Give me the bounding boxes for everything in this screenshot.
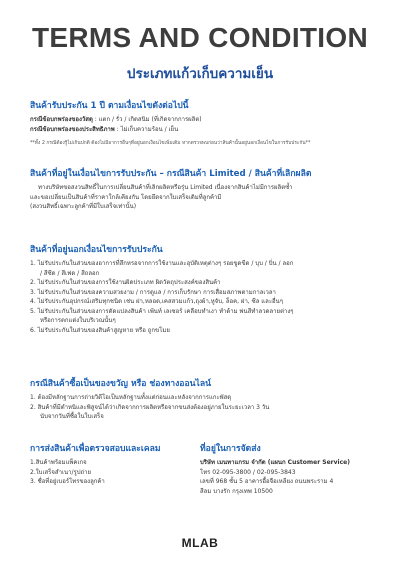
exclusion-item: 4. ไม่รับประกันอุปกรณ์เสริมทุกชนิด เช่น ฝา,หลอด,เคสสวมแก้ว,ถุงผ้า,หูจับ, ล็อค, ฝา, ซีล และอื่นๆ	[30, 298, 283, 305]
page-title: TERMS AND CONDITION	[32, 22, 368, 53]
exclusion-item: 1. ไม่รับประกันในส่วนของอาการที่สึกหรอจากการใช้งานและอุบัติเหตุต่างๆ รอยขูดขีด / บุบ / บิ่น / ลอก	[30, 260, 294, 267]
exclusions-heading: สินค้าที่อยู่นอกเงื่อนไขการรับประกัน	[30, 245, 163, 255]
exclusion-item: หรือการตกแต่งในบริเวณนั้นๆ	[40, 317, 116, 324]
exclusion-item: / สีซีด / สีเฟด / สีถลอก	[40, 269, 100, 277]
warranty-row-value: : แตก / รั่ว / เกิดสนิม (ที่เกิดจากการผลิต)	[92, 116, 202, 123]
exclusion-item: 5. ไม่รับประกันในส่วนของการดัดแปลงสินค้า เพ้นท์ เลเซอร์ เคลือบทำเงา ทำด้าม พ่นสีทำลวดลายต่างๆ	[30, 307, 294, 315]
claim-documents	[30, 441, 190, 487]
warranty-section	[30, 98, 372, 147]
limited-line: และขอเปลี่ยนเป็นสินค้าที่ราคาใกล้เคียงกัน โดยยึดจากใบเสร็จเดิมที่ลูกค้ามี	[30, 193, 222, 201]
exclusion-item: 2. ไม่รับประกันในส่วนของการใช้งานผิดประเภท ผิดวัตถุประสงค์ของสินค้า	[30, 279, 221, 286]
gift-online-item: 2. สินค้าที่มีตำหนิและพิสูจน์ได้ว่าเกิดจากการผลิตหรือจากขนส่งต้องอยู่ภายในระยะเวลา 3 วัน	[30, 403, 270, 411]
warranty-heading: สินค้ารับประกัน 1 ปี ตามเงื่อนไขดังต่อไปนี้	[30, 101, 189, 111]
gift-online-section	[30, 376, 372, 422]
shipping-address	[200, 441, 380, 496]
gift-online-item: นับจากวันที่ซื้อในใบเสร็จ	[40, 413, 104, 420]
exclusion-item: 6. ไม่รับประกันในส่วนของสินค้าสูญหาย หรือ ถูกขโมย	[30, 326, 170, 334]
brand-logo: MLAB	[181, 536, 219, 550]
limited-line: ทางบริษัทขอสงวนสิทธิ์ในการเปลี่ยนสินค้าที่เลิกผลิตหรือรุ่น Limited เนื่องจากสินค้าไม่มีการผลิตซ้ำ	[38, 184, 293, 191]
exclusion-item: 3. ไม่รับประกันในส่วนของความสวยงาม / การดูแล / การเก็บรักษา การเสื่อมสภาพตามกาลเวลา	[30, 288, 276, 296]
shipping-line: โทร 02-095-3800 / 02-095-3843	[200, 468, 296, 476]
shipping-line: เลขที่ 968 ชั้น 5 อาคารอื้อจือเหลียง ถนนพระราม 4	[200, 478, 334, 485]
limited-heading: สินค้าที่อยู่ในเงื่อนไขการรับประกัน – กรณีสินค้า Limited / สินค้าที่เลิกผลิต	[30, 169, 312, 179]
warranty-row-value: : ไม่เก็บความร้อน / เย็น	[114, 125, 179, 133]
shipping-company: บริษัท เมนทาแกรม จำกัด (แผนก Customer Service)	[200, 459, 350, 466]
limited-line: (สงวนสิทธิ์เฉพาะลูกค้าที่มีใบเสร็จเท่านั้น)	[30, 203, 137, 210]
limited-section	[30, 166, 372, 212]
exclusions-section	[30, 242, 372, 335]
warranty-row	[30, 115, 372, 125]
gift-online-item: 1. ต้องมีหลักฐานการถ่ายวิดีโอเป็นหลักฐานทั้งแต่ก่อนและหลังจากการแกะพัสดุ	[30, 394, 232, 401]
shipping-line: สีลม บางรัก กรุงเทพ 10500	[200, 487, 273, 495]
page-subtitle: ประเภทแก้วเก็บความเย็น	[126, 66, 274, 82]
warranty-row	[30, 125, 372, 135]
claim-document-item: 3. ชื่อที่อยู่เบอร์โทรของลูกค้า	[30, 478, 105, 485]
warranty-row-label: กรณีข้อบกพร่องของวัสดุ	[30, 116, 93, 123]
warranty-row-label: กรณีข้อบกพร่องของประสิทธิภาพ	[30, 125, 115, 133]
claim-document-item: 2.ใบเสร็จสำเนา/รูปถ่าย	[30, 468, 92, 476]
shipping-heading: ที่อยู่ในการจัดส่ง	[200, 444, 261, 454]
claim-documents-heading: การส่งสินค้าเพื่อตรวจสอบและเคลม	[30, 444, 161, 454]
warranty-note: **ทั้ง 2 กรณีต้องรู้ไม่เกินปกติ ต้องไม่มีอาการอื่นๆที่อยู่นอกเงื่อนไขเพิ่มเติม หากตรวจพบก่อนว่าสินค้านั้นอยู่นอกเงื่อนไขในการรับประกัน**	[30, 141, 311, 146]
claim-document-item: 1.สินค้าพร้อมแพ็คเกจ	[30, 459, 87, 466]
gift-online-heading: กรณีสินค้าซื้อเป็นของขวัญ หรือ ช่องทางออนไลน์	[30, 379, 211, 389]
